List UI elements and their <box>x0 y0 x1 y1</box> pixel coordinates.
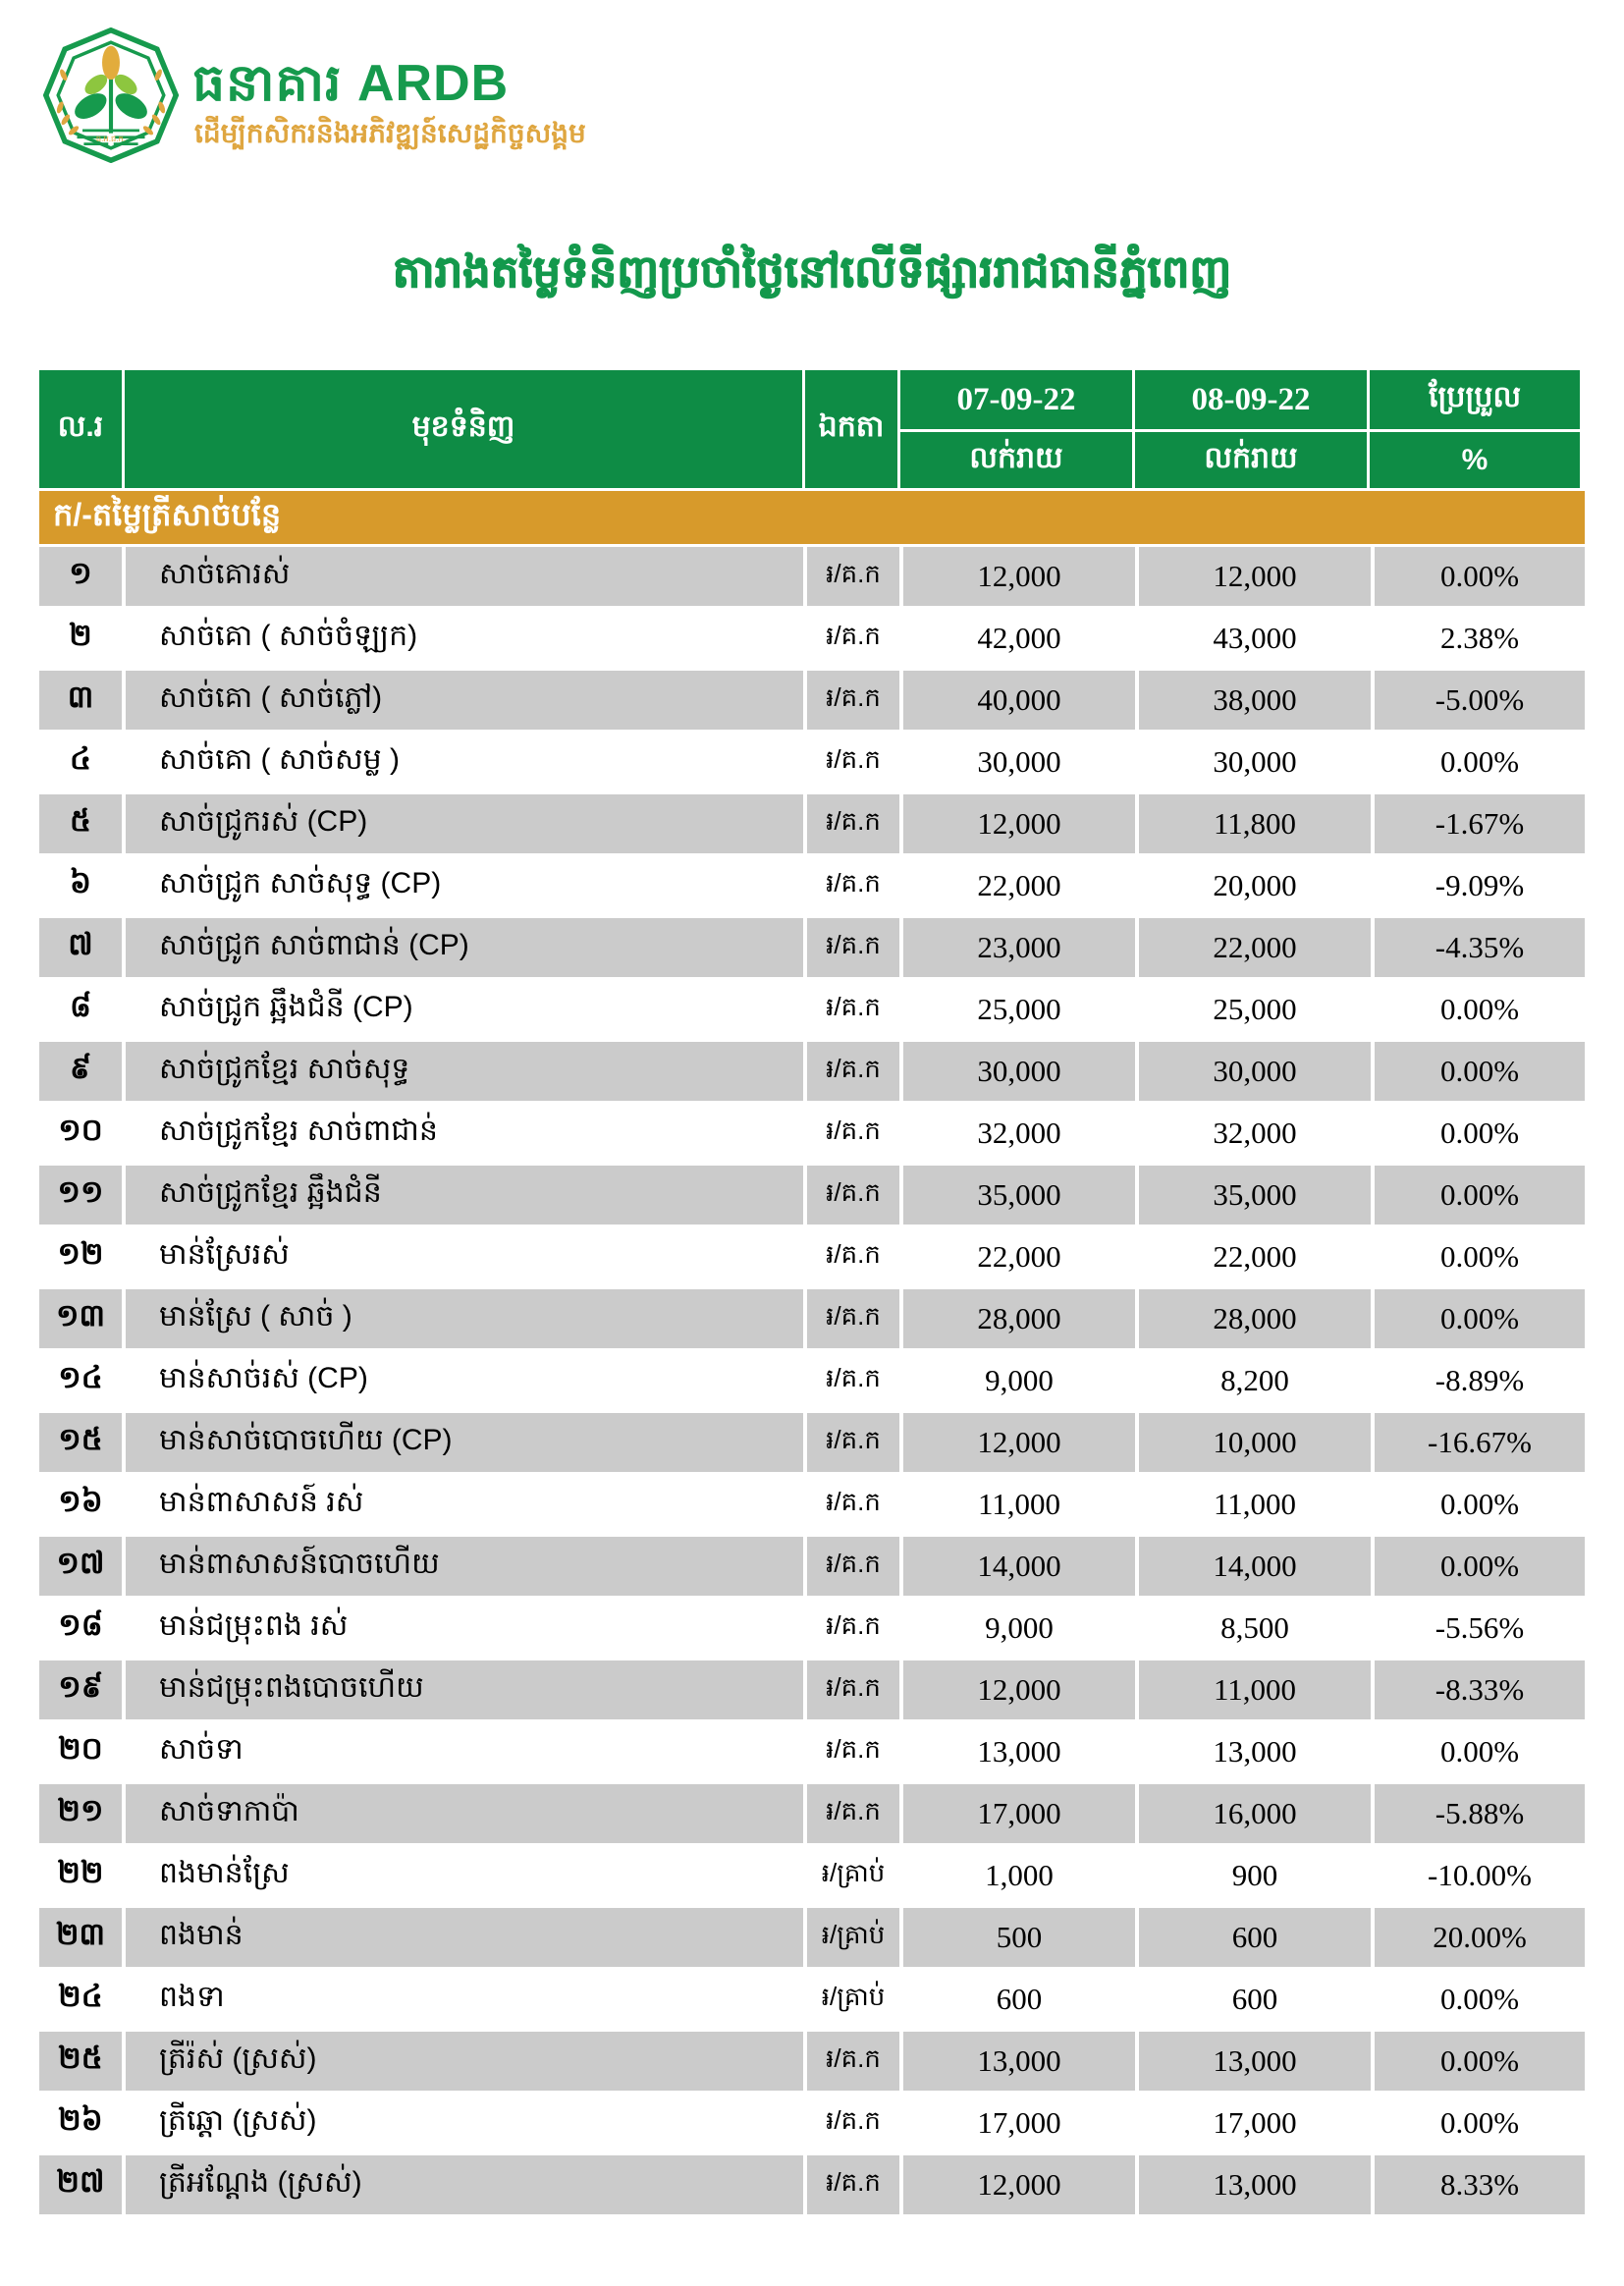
table-row <box>39 1104 1585 1163</box>
unit-cell: ៛/គ.ក <box>807 2094 899 2152</box>
row-number-cell: ៣ <box>39 671 122 730</box>
row-number-cell: ២៧ <box>39 2155 122 2214</box>
price-day1-cell: 9,000 <box>903 1599 1135 1658</box>
item-name-cell: សាច់ជ្រូកខ្មែរ សាច់ពាជាន់ <box>126 1104 803 1163</box>
unit-cell: ៛/គ.ក <box>807 671 899 730</box>
column-header-change: ប្រែប្រួល <box>1370 370 1580 429</box>
price-day2-cell: 38,000 <box>1139 671 1371 730</box>
table-row <box>39 1908 1585 1967</box>
item-name-cell: សាច់ជ្រូក សាច់ពាជាន់ (CP) <box>126 918 803 977</box>
price-day1-cell: 13,000 <box>903 2032 1135 2091</box>
change-cell: -10.00% <box>1375 1846 1585 1905</box>
change-cell: 0.00% <box>1375 1537 1585 1596</box>
row-number-cell: ២០ <box>39 1722 122 1781</box>
price-day2-cell: 22,000 <box>1139 918 1371 977</box>
table-row <box>39 856 1585 915</box>
price-day1-cell: 22,000 <box>903 856 1135 915</box>
row-number-cell: ៥ <box>39 794 122 853</box>
table-row <box>39 671 1585 730</box>
price-day2-cell: 8,500 <box>1139 1599 1371 1658</box>
column-header-retail1: លក់រាយ <box>900 432 1132 488</box>
item-name-cell: ត្រីឆ្ដោ (ស្រស់) <box>126 2094 803 2152</box>
unit-cell: ៛/គ.ក <box>807 1042 899 1101</box>
row-number-cell: ១៨ <box>39 1599 122 1658</box>
unit-cell: ៛/គ.ក <box>807 856 899 915</box>
column-header-retail2: លក់រាយ <box>1135 432 1367 488</box>
table-row <box>39 1289 1585 1348</box>
price-day1-cell: 40,000 <box>903 671 1135 730</box>
price-day1-cell: 42,000 <box>903 609 1135 668</box>
price-day1-cell: 12,000 <box>903 1660 1135 1719</box>
table-row <box>39 1722 1585 1781</box>
price-day1-cell: 12,000 <box>903 794 1135 853</box>
price-day2-cell: 30,000 <box>1139 733 1371 791</box>
table-row <box>39 918 1585 977</box>
change-cell: 0.00% <box>1375 1475 1585 1534</box>
change-cell: 0.00% <box>1375 980 1585 1039</box>
unit-cell: ៛/គ.ក <box>807 794 899 853</box>
price-day2-cell: 28,000 <box>1139 1289 1371 1348</box>
unit-cell: ៛/គ.ក <box>807 1413 899 1472</box>
item-name-cell: ត្រីរ៉ស់ (ស្រស់) <box>126 2032 803 2091</box>
table-row <box>39 794 1585 853</box>
item-name-cell: មាន់ស្រែ ( សាច់ ) <box>126 1289 803 1348</box>
price-day1-cell: 30,000 <box>903 733 1135 791</box>
table-row <box>39 980 1585 1039</box>
item-name-cell: សាច់ទា <box>126 1722 803 1781</box>
table-row <box>39 2155 1585 2214</box>
item-name-cell: មាន់សាច់រស់ (CP) <box>126 1351 803 1410</box>
row-number-cell: ២១ <box>39 1784 122 1843</box>
price-day2-cell: 43,000 <box>1139 609 1371 668</box>
price-day2-cell: 12,000 <box>1139 547 1371 606</box>
price-day2-cell: 11,800 <box>1139 794 1371 853</box>
change-cell: 0.00% <box>1375 547 1585 606</box>
row-number-cell: ៩ <box>39 1042 122 1101</box>
item-name-cell: មាន់សាច់បោចហើយ (CP) <box>126 1413 803 1472</box>
table-body <box>39 547 1585 2214</box>
price-day1-cell: 25,000 <box>903 980 1135 1039</box>
table-row <box>39 1475 1585 1534</box>
price-day2-cell: 13,000 <box>1139 2032 1371 2091</box>
row-number-cell: ១០ <box>39 1104 122 1163</box>
change-cell: -8.33% <box>1375 1660 1585 1719</box>
price-day2-cell: 14,000 <box>1139 1537 1371 1596</box>
price-day2-cell: 8,200 <box>1139 1351 1371 1410</box>
item-name-cell: សាច់គោ ( សាច់ភ្លៅ) <box>126 671 803 730</box>
change-cell: -16.67% <box>1375 1413 1585 1472</box>
unit-cell: ៛/គ.ក <box>807 1475 899 1534</box>
row-number-cell: ៧ <box>39 918 122 977</box>
item-name-cell: មាន់ជម្រុះពង រស់ <box>126 1599 803 1658</box>
price-day1-cell: 30,000 <box>903 1042 1135 1101</box>
brand-text: ធនាគារ ARDB <box>192 55 510 112</box>
column-header-date1: 07-09-22 <box>900 370 1132 429</box>
item-name-cell: សាច់គោ ( សាច់ចំឡ្យក) <box>126 609 803 668</box>
table-row <box>39 1042 1585 1101</box>
price-day2-cell: 22,000 <box>1139 1227 1371 1286</box>
item-name-cell: សាច់ជ្រូក សាច់សុទ្ធ (CP) <box>126 856 803 915</box>
column-header-percent: % <box>1370 432 1580 488</box>
row-number-cell: ៦ <box>39 856 122 915</box>
table-row <box>39 2032 1585 2091</box>
table-row <box>39 2094 1585 2152</box>
column-header-item: មុខទំនិញ <box>125 370 802 488</box>
unit-cell: ៛/គ.ក <box>807 918 899 977</box>
price-day1-cell: 1,000 <box>903 1846 1135 1905</box>
change-cell: 0.00% <box>1375 1722 1585 1781</box>
row-number-cell: ៨ <box>39 980 122 1039</box>
row-number-cell: ២៥ <box>39 2032 122 2091</box>
unit-cell: ៛/គ.ក <box>807 980 899 1039</box>
change-cell: 20.00% <box>1375 1908 1585 1967</box>
table-row <box>39 1166 1585 1225</box>
price-day1-cell: 14,000 <box>903 1537 1135 1596</box>
price-day2-cell: 13,000 <box>1139 1722 1371 1781</box>
unit-cell: ៛/គ.ក <box>807 1722 899 1781</box>
unit-cell: ៛/គ.ក <box>807 2155 899 2214</box>
item-name-cell: ពងទា <box>126 1970 803 2029</box>
price-table <box>39 370 1585 2214</box>
price-day2-cell: 10,000 <box>1139 1413 1371 1472</box>
item-name-cell: សាច់ជ្រូករស់ (CP) <box>126 794 803 853</box>
item-name-cell: ពងមាន់ស្រែ <box>126 1846 803 1905</box>
unit-cell: ៛/គ.ក <box>807 1599 899 1658</box>
price-day2-cell: 20,000 <box>1139 856 1371 915</box>
price-day1-cell: 500 <box>903 1908 1135 1967</box>
table-header <box>39 370 1585 488</box>
price-day1-cell: 17,000 <box>903 1784 1135 1843</box>
item-name-cell: មាន់ពាសាសន៍បោចហើយ <box>126 1537 803 1596</box>
row-number-cell: ៤ <box>39 733 122 791</box>
unit-cell: ៛/គ.ក <box>807 1660 899 1719</box>
change-cell: 2.38% <box>1375 609 1585 668</box>
change-cell: -4.35% <box>1375 918 1585 977</box>
price-day2-cell: 16,000 <box>1139 1784 1371 1843</box>
item-name-cell: ត្រីអណ្ដែង (ស្រស់) <box>126 2155 803 2214</box>
change-cell: -8.89% <box>1375 1351 1585 1410</box>
unit-cell: ៛/គ.ក <box>807 547 899 606</box>
row-number-cell: ១៩ <box>39 1660 122 1719</box>
change-cell: 0.00% <box>1375 1970 1585 2029</box>
row-number-cell: ១២ <box>39 1227 122 1286</box>
row-number-cell: ២៣ <box>39 1908 122 1967</box>
change-cell: 8.33% <box>1375 2155 1585 2214</box>
unit-cell: ៛/គ្រាប់ <box>807 1846 899 1905</box>
price-day1-cell: 22,000 <box>903 1227 1135 1286</box>
item-name-cell: សាច់គោរស់ <box>126 547 803 606</box>
table-row <box>39 1537 1585 1596</box>
table-row <box>39 1660 1585 1719</box>
price-day1-cell: 13,000 <box>903 1722 1135 1781</box>
price-day2-cell: 600 <box>1139 1970 1371 2029</box>
change-cell: -9.09% <box>1375 856 1585 915</box>
logo-caption: ធ.អ.ជ.ក. <box>95 134 127 143</box>
price-day2-cell: 30,000 <box>1139 1042 1371 1101</box>
item-name-cell: សាច់ទាកាប៉ា <box>126 1784 803 1843</box>
change-cell: 0.00% <box>1375 733 1585 791</box>
price-day1-cell: 17,000 <box>903 2094 1135 2152</box>
price-day1-cell: 32,000 <box>903 1104 1135 1163</box>
change-cell: -5.56% <box>1375 1599 1585 1658</box>
price-day2-cell: 35,000 <box>1139 1166 1371 1225</box>
section-header: ក/-តម្លៃត្រីសាច់បន្លែ <box>39 491 1585 544</box>
unit-cell: ៛/គ្រាប់ <box>807 1908 899 1967</box>
price-day1-cell: 11,000 <box>903 1475 1135 1534</box>
unit-cell: ៛/គ.ក <box>807 609 899 668</box>
unit-cell: ៛/គ.ក <box>807 1166 899 1225</box>
price-day1-cell: 12,000 <box>903 1413 1135 1472</box>
price-day2-cell: 13,000 <box>1139 2155 1371 2214</box>
table-row <box>39 733 1585 791</box>
price-day2-cell: 32,000 <box>1139 1104 1371 1163</box>
unit-cell: ៛/គ.ក <box>807 1537 899 1596</box>
item-name-cell: សាច់ជ្រូកខ្មែរ សាច់សុទ្ធ <box>126 1042 803 1101</box>
row-number-cell: ២ <box>39 609 122 668</box>
price-day1-cell: 600 <box>903 1970 1135 2029</box>
table-row <box>39 609 1585 668</box>
column-header-date2: 08-09-22 <box>1135 370 1367 429</box>
price-day2-cell: 11,000 <box>1139 1475 1371 1534</box>
change-cell: -5.88% <box>1375 1784 1585 1843</box>
table-row <box>39 1413 1585 1472</box>
column-header-unit: ឯកតា <box>805 370 897 488</box>
row-number-cell: ១៣ <box>39 1289 122 1348</box>
price-day2-cell: 11,000 <box>1139 1660 1371 1719</box>
row-number-cell: ១៧ <box>39 1537 122 1596</box>
item-name-cell: មាន់ជម្រុះពងបោចហើយ <box>126 1660 803 1719</box>
row-number-cell: ១ <box>39 547 122 606</box>
unit-cell: ៛/គ.ក <box>807 1227 899 1286</box>
price-day1-cell: 9,000 <box>903 1351 1135 1410</box>
change-cell: 0.00% <box>1375 1227 1585 1286</box>
row-number-cell: ១៦ <box>39 1475 122 1534</box>
row-number-cell: ១១ <box>39 1166 122 1225</box>
unit-cell: ៛/គ.ក <box>807 1784 899 1843</box>
row-number-cell: ១៤ <box>39 1351 122 1410</box>
price-day2-cell: 600 <box>1139 1908 1371 1967</box>
unit-cell: ៛/គ.ក <box>807 1104 899 1163</box>
unit-cell: ៛/គ.ក <box>807 1289 899 1348</box>
price-day1-cell: 12,000 <box>903 2155 1135 2214</box>
change-cell: -1.67% <box>1375 794 1585 853</box>
table-row <box>39 1351 1585 1410</box>
column-header-no: ល.រ <box>39 370 122 488</box>
table-row <box>39 1970 1585 2029</box>
price-day2-cell: 17,000 <box>1139 2094 1371 2152</box>
change-cell: 0.00% <box>1375 1042 1585 1101</box>
change-cell: 0.00% <box>1375 1289 1585 1348</box>
item-name-cell: មាន់ស្រែរស់ <box>126 1227 803 1286</box>
row-number-cell: ២២ <box>39 1846 122 1905</box>
page-title: តារាងតម្លៃទំនិញប្រចាំថ្ងៃនៅលើទីផ្សាររាជធានីភ្នំពេញ <box>392 246 1232 297</box>
table-row <box>39 1846 1585 1905</box>
price-day1-cell: 28,000 <box>903 1289 1135 1348</box>
row-number-cell: ២៤ <box>39 1970 122 2029</box>
item-name-cell: សាច់ជ្រូក ឆ្អឹងជំនី (CP) <box>126 980 803 1039</box>
ardb-logo-icon <box>41 27 181 163</box>
change-cell: 0.00% <box>1375 2094 1585 2152</box>
row-number-cell: ១៥ <box>39 1413 122 1472</box>
item-name-cell: សាច់គោ ( សាច់សម្ល ) <box>126 733 803 791</box>
table-row <box>39 1599 1585 1658</box>
price-day2-cell: 25,000 <box>1139 980 1371 1039</box>
table-row <box>39 547 1585 606</box>
change-cell: 0.00% <box>1375 1166 1585 1225</box>
price-day1-cell: 12,000 <box>903 547 1135 606</box>
table-row <box>39 1784 1585 1843</box>
item-name-cell: សាច់ជ្រូកខ្មែរ ឆ្អឹងជំនី <box>126 1166 803 1225</box>
price-day2-cell: 900 <box>1139 1846 1371 1905</box>
slogan-text: ដើម្បីកសិករនិងអភិវឌ្ឍន៍សេដ្ឋកិច្ចសង្គម <box>194 118 586 148</box>
table-row <box>39 1227 1585 1286</box>
change-cell: -5.00% <box>1375 671 1585 730</box>
unit-cell: ៛/គ្រាប់ <box>807 1970 899 2029</box>
price-day1-cell: 23,000 <box>903 918 1135 977</box>
item-name-cell: ពងមាន់ <box>126 1908 803 1967</box>
item-name-cell: មាន់ពាសាសន៍ រស់ <box>126 1475 803 1534</box>
unit-cell: ៛/គ.ក <box>807 1351 899 1410</box>
row-number-cell: ២៦ <box>39 2094 122 2152</box>
change-cell: 0.00% <box>1375 1104 1585 1163</box>
unit-cell: ៛/គ.ក <box>807 733 899 791</box>
change-cell: 0.00% <box>1375 2032 1585 2091</box>
price-day1-cell: 35,000 <box>903 1166 1135 1225</box>
unit-cell: ៛/គ.ក <box>807 2032 899 2091</box>
